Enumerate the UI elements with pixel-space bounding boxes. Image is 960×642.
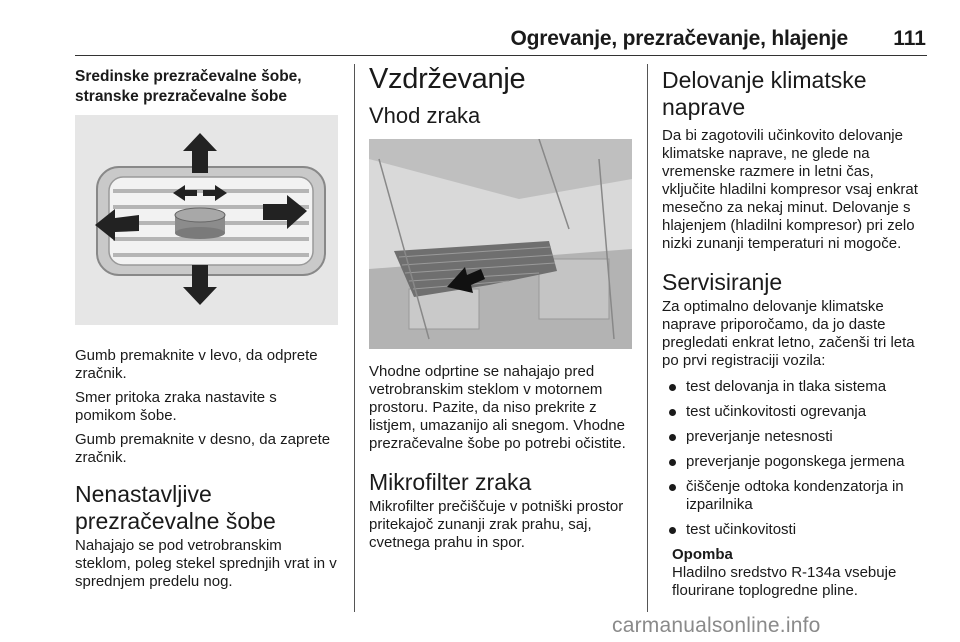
- air-intake-title: Vhod zraka: [369, 103, 481, 128]
- watermark: carmanualsonline.info: [612, 614, 821, 637]
- column-3: [662, 63, 930, 600]
- page-number: 111: [893, 27, 926, 50]
- list-item: test učinkovitosti ogrevanja: [662, 403, 930, 421]
- list-item: test delovanja in tlaka sistema: [662, 378, 930, 396]
- microfilter-text: Mikrofilter prečiščuje v potniški prostor pritekajoč zunanji zrak prahu, saj, cvetnega prahu in spor.: [369, 498, 624, 551]
- column-2: [369, 63, 633, 552]
- vent-close-text: Gumb premaknite v desno, da zaprete zračnik.: [75, 431, 331, 466]
- page-header-title: Ogrevanje, prezračevanje, hlajenje: [510, 27, 848, 50]
- ac-operation-text: Da bi zagotovili učinkovito delovanje klimatske naprave, ne glede na vremenske razmere in letni čas, vključite hladilni kompresor vsaj enkrat mesečno za nekaj minut. Delovanje s hlajenjem (hladilni kompresor) pri zelo nizki zunanji temperaturi ni mogoče.: [662, 127, 918, 252]
- ac-operation-title: Delovanje klimatske naprave: [662, 67, 867, 120]
- fixed-vents-text: Nahajajo se pod vetrobranskim steklom, poleg stekel sprednjih vrat in v sprednjem predelu nog.: [75, 537, 337, 590]
- list-item: čiščenje odtoka kondenzatorja in izparilnika: [662, 478, 930, 514]
- note-text: Hladilno sredstvo R-134a vsebuje flourirane toplogredne pline.: [672, 564, 897, 599]
- air-intake-photo: [369, 139, 632, 349]
- note-title: Opomba: [672, 546, 733, 563]
- list-item: test učinkovitosti: [662, 521, 930, 539]
- fixed-vents-title: Nenastavljive prezračevalne šobe: [75, 481, 276, 534]
- column-divider: [354, 64, 355, 612]
- servicing-title: Servisiranje: [662, 269, 783, 295]
- list-item: preverjanje netesnosti: [662, 428, 930, 446]
- vent-direction-text: Smer pritoka zraka nastavite s pomikom šobe.: [75, 389, 277, 424]
- microfilter-title: Mikrofilter zraka: [369, 469, 532, 495]
- servicing-text: Za optimalno delovanje klimatske naprave priporočamo, da jo daste pregledati enkrat letno, začenši tri leta po prvi registraciji vozila:: [662, 298, 915, 369]
- vent-open-text: Gumb premaknite v levo, da odprete zračnik.: [75, 347, 318, 382]
- list-item: preverjanje pogonskega jermena: [662, 453, 930, 471]
- header-rule: [75, 55, 927, 56]
- vents-heading: Sredinske prezračevalne šobe, stranske prezračevalne šobe: [75, 68, 302, 105]
- maintenance-title: Vzdrževanje: [369, 63, 526, 95]
- air-intake-text: Vhodne odprtine se nahajajo pred vetrobranskim steklom v motornem prostoru. Pazite, da niso prekrite z listjem, umazanijo ali snegom. Vhodne prezračevalne šobe po potrebi očistite.: [369, 363, 626, 452]
- column-divider: [647, 64, 648, 612]
- vent-illustration: [75, 115, 338, 325]
- servicing-list: [662, 378, 930, 539]
- column-1: [75, 63, 340, 591]
